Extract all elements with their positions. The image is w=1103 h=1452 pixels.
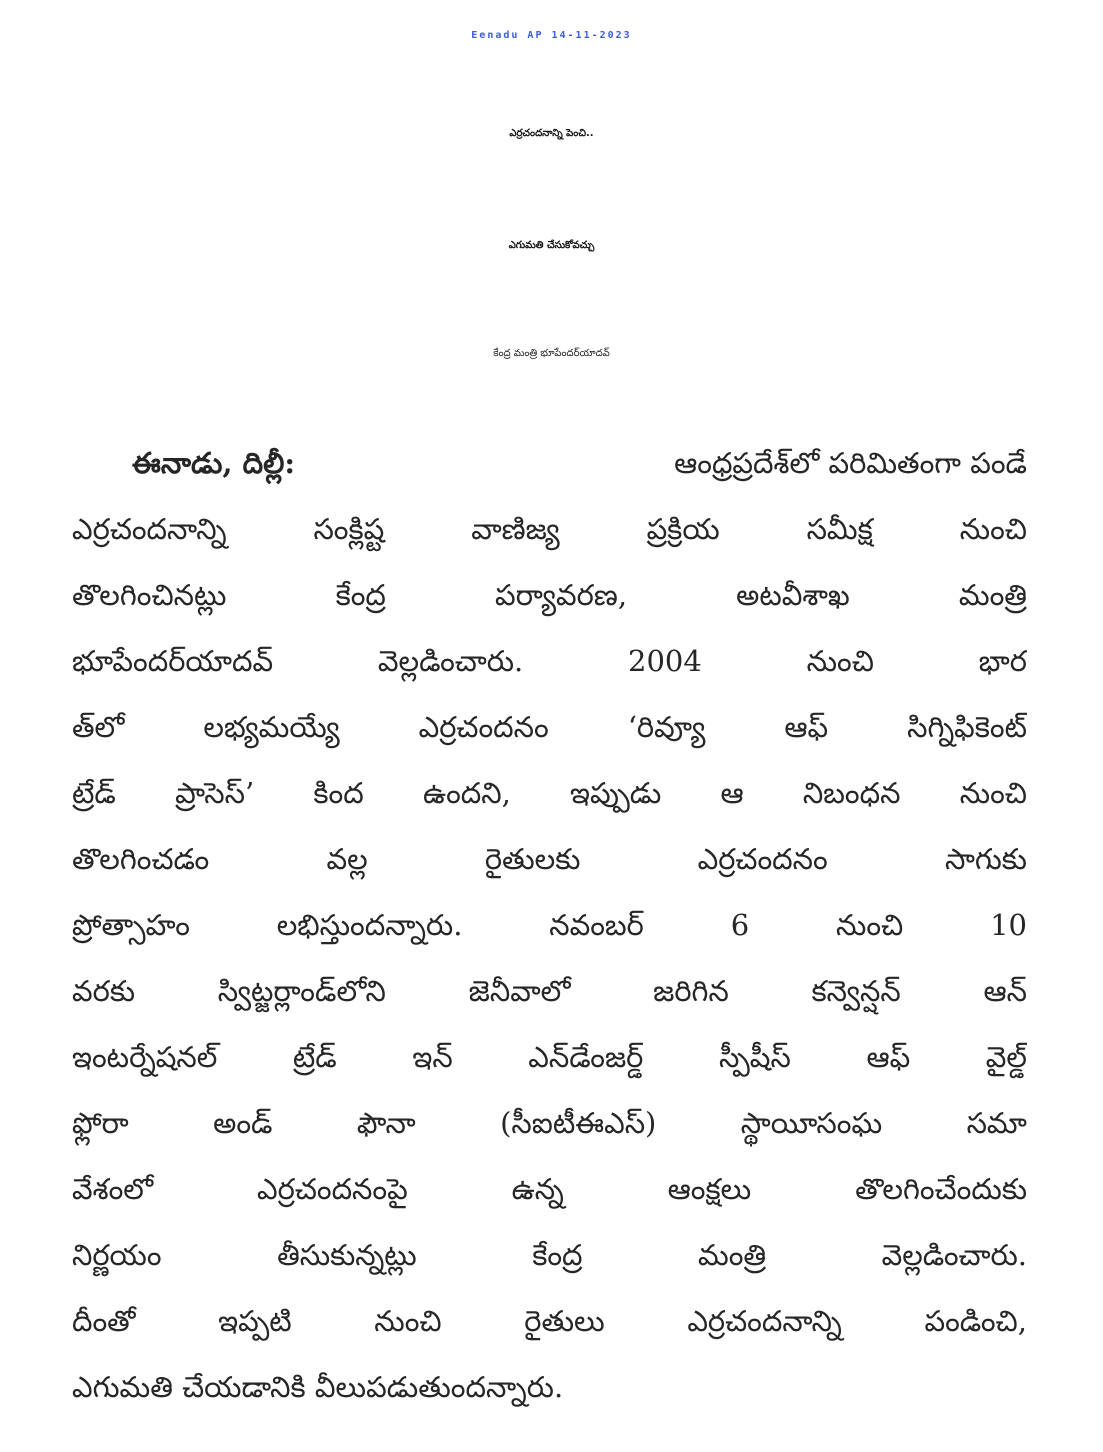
body-word: ప్రోత్సాహం <box>72 908 190 942</box>
body-word: ఇంటర్నేషనల్ <box>72 1040 218 1074</box>
body-line <box>72 628 1027 694</box>
body-word: ఉందని, <box>422 776 511 810</box>
newspaper-masthead: Eenadu AP 14-11-2023 <box>471 30 632 41</box>
body-word: తీసుకున్నట్లు <box>277 1238 417 1272</box>
body-word: కింద <box>313 776 364 810</box>
body-word: లభ్యమయ్యే <box>203 710 340 744</box>
body-word: ఆన్ <box>983 974 1027 1008</box>
body-word: వైల్డ్ <box>985 1040 1027 1074</box>
body-word: ఫౌనా <box>356 1106 416 1140</box>
body-line <box>72 562 1027 628</box>
body-line <box>72 760 1027 826</box>
body-word: (సీఐటీఈఎస్) <box>500 1106 657 1140</box>
body-word: తొలగించినట్లు <box>72 578 227 612</box>
body-line-text: ఆంధ్రప్రదేశ్‌లో పరిమితంగా పండే <box>674 446 1027 480</box>
body-line <box>72 1222 1027 1288</box>
body-word: 2004 <box>628 644 702 678</box>
body-word: వెల్లడించారు. <box>377 644 524 678</box>
body-word: ఎన్‌డేంజర్డ్ <box>528 1040 644 1074</box>
body-word: అటవీశాఖ <box>736 578 850 612</box>
body-word: ప్రక్రియ <box>646 512 720 546</box>
body-word: సంక్లిష్ట <box>313 512 385 546</box>
body-line <box>72 1156 1027 1222</box>
body-word: నవంబర్ <box>549 908 644 942</box>
body-word: మంత్రి <box>698 1238 767 1272</box>
body-word: నుంచి <box>835 908 904 942</box>
body-word: దీంతో <box>72 1304 136 1338</box>
body-word: సమా <box>966 1106 1027 1140</box>
body-word: ఎర్రచందనాన్ని <box>687 1304 842 1338</box>
body-line: ఎగుమతి చేయడానికి వీలుపడుతుందన్నారు. <box>72 1370 564 1404</box>
body-word: ఆ <box>720 776 744 810</box>
body-word: వల్ల <box>326 842 368 876</box>
body-word: స్పీషీస్ <box>718 1040 791 1074</box>
body-word: నుంచి <box>959 776 1027 810</box>
body-word: ఇప్పుడు <box>570 776 662 810</box>
body-word: ట్రేడ్ <box>292 1040 337 1074</box>
body-word: నుంచి <box>806 644 874 678</box>
body-word: సమీక్ష <box>806 512 873 546</box>
body-word: ట్రేడ్ <box>72 776 116 810</box>
body-word: ఎర్రచందనాన్ని <box>72 512 227 546</box>
body-word: అండ్ <box>213 1106 273 1140</box>
body-word: ఆఫ్ <box>866 1040 911 1074</box>
body-word: తొలగించడం <box>72 842 210 876</box>
body-word: కేంద్ర <box>335 578 386 612</box>
body-word: ‘రివ్యూ <box>627 710 706 744</box>
body-line <box>72 430 1027 496</box>
body-word: 6 <box>730 908 750 942</box>
body-word: ఫ్లోరా <box>72 1106 129 1140</box>
body-line <box>72 694 1027 760</box>
body-word: వాణిజ్య <box>471 512 560 546</box>
body-word: జరిగిన <box>653 974 729 1008</box>
body-word: ఆంక్షలు <box>667 1172 752 1206</box>
article-body <box>72 430 1027 1440</box>
headline-line-2: ఎగుమతి చేసుకోవచ్చు <box>508 240 595 251</box>
body-word: సాగుకు <box>944 842 1027 876</box>
body-line <box>72 1024 1027 1090</box>
body-word: ఉన్న <box>511 1172 564 1206</box>
dateline: ఈనాడు, దిల్లీ: <box>132 446 296 480</box>
body-word: పండించి, <box>924 1304 1027 1338</box>
body-word: త్‌లో <box>72 710 125 744</box>
headline-line-1: ఎర్రచందనాన్ని పెంచి.. <box>509 128 594 139</box>
body-line <box>72 496 1027 562</box>
body-word: నిర్ణయం <box>72 1238 162 1272</box>
body-word: ఇన్ <box>412 1040 453 1074</box>
body-word: వరకు <box>72 974 135 1008</box>
body-line <box>72 958 1027 1024</box>
body-word: రైతులకు <box>484 842 581 876</box>
body-word: స్థాయీసంఘ <box>740 1106 883 1140</box>
body-word: ఇప్పటి <box>218 1304 292 1338</box>
body-word: ఎర్రచందనం <box>418 710 549 744</box>
body-word: పర్యావరణ, <box>494 578 628 612</box>
body-word: వెల్లడించారు. <box>881 1238 1027 1272</box>
body-word: సిగ్నిఫికెంట్ <box>907 710 1027 744</box>
body-word: స్విట్జర్లాండ్‌లోని <box>217 974 386 1008</box>
body-word: ఎర్రచందనంపై <box>257 1172 408 1206</box>
body-word: ఆఫ్ <box>784 710 829 744</box>
body-line <box>72 892 1027 958</box>
body-word: భూపేందర్‌యాదవ్ <box>72 644 274 678</box>
body-word: ఎర్రచందనం <box>697 842 828 876</box>
subheadline: కేంద్ర మంత్రి భూపేందర్‌యాదవ్ <box>493 348 610 359</box>
body-word: కేంద్ర <box>532 1238 583 1272</box>
body-word: 10 <box>990 908 1027 942</box>
body-word: భార <box>978 644 1027 678</box>
body-word: రైతులు <box>524 1304 605 1338</box>
body-word: లభిస్తుందన్నారు. <box>276 908 463 942</box>
body-word: తొలగించేందుకు <box>855 1172 1027 1206</box>
body-word: జెనీవాలో <box>468 974 571 1008</box>
body-word: నుంచి <box>959 512 1027 546</box>
body-line <box>72 1288 1027 1354</box>
body-word: ప్రాసెస్’ <box>175 776 255 810</box>
body-line <box>72 1090 1027 1156</box>
body-word: నిబంధన <box>802 776 901 810</box>
body-word: కన్వెన్షన్ <box>811 974 901 1008</box>
body-word: నుంచి <box>374 1304 442 1338</box>
body-word: మంత్రి <box>958 578 1027 612</box>
body-word: వేశంలో <box>72 1172 154 1206</box>
body-line <box>72 826 1027 892</box>
